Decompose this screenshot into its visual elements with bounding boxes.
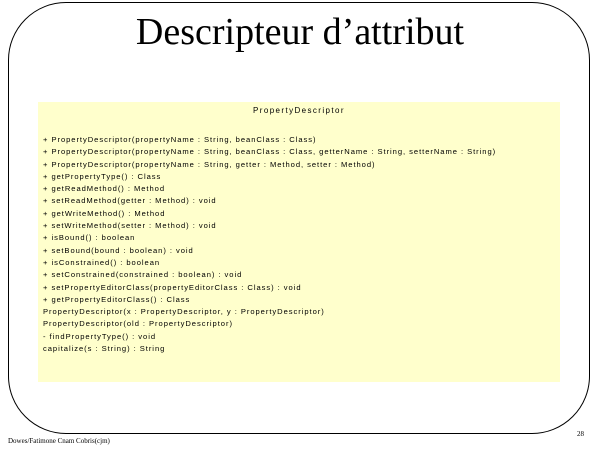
uml-class-name: PropertyDescriptor: [253, 106, 345, 115]
uml-member: PropertyDescriptor(x : PropertyDescriptor, y : PropertyDescriptor): [43, 307, 325, 317]
uml-member: + getPropertyEditorClass() : Class: [43, 294, 191, 304]
uml-member-list: [43, 134, 558, 355]
uml-member: capitalize(s : String) : String: [43, 344, 166, 354]
uml-class-box: [38, 102, 560, 382]
slide-footer: Dowes/Fatimone Cnam Cobris(cjm): [8, 437, 110, 445]
uml-member: + setPropertyEditorClass(propertyEditorClass : Class) : void: [43, 282, 302, 292]
uml-member: + setBound(bound : boolean) : void: [43, 245, 194, 255]
slide-title: Descripteur d’attribut: [135, 11, 465, 53]
uml-member: + PropertyDescriptor(propertyName : String, getter : Method, setter : Method): [43, 159, 376, 169]
uml-member: + isConstrained() : boolean: [43, 257, 161, 267]
uml-member: + getReadMethod() : Method: [43, 184, 165, 194]
uml-member: + setWriteMethod(setter : Method) : void: [43, 221, 217, 231]
uml-member: + PropertyDescriptor(propertyName : String, beanClass : Class): [43, 135, 317, 144]
uml-member: - findPropertyType() : void: [43, 331, 157, 341]
uml-member: + setConstrained(constrained : boolean) : void: [43, 270, 243, 280]
page-number: 28: [577, 430, 584, 438]
uml-member: + setReadMethod(getter : Method) : void: [43, 196, 217, 206]
uml-member: PropertyDescriptor(old : PropertyDescriptor): [43, 319, 233, 329]
uml-member: + getPropertyType() : Class: [43, 171, 162, 181]
uml-member: + getWriteMethod() : Method: [43, 208, 166, 218]
uml-member: + PropertyDescriptor(propertyName : String, beanClass : Class, getterName : String, setterName : String): [43, 147, 497, 157]
uml-member: + isBound() : boolean: [43, 233, 136, 243]
